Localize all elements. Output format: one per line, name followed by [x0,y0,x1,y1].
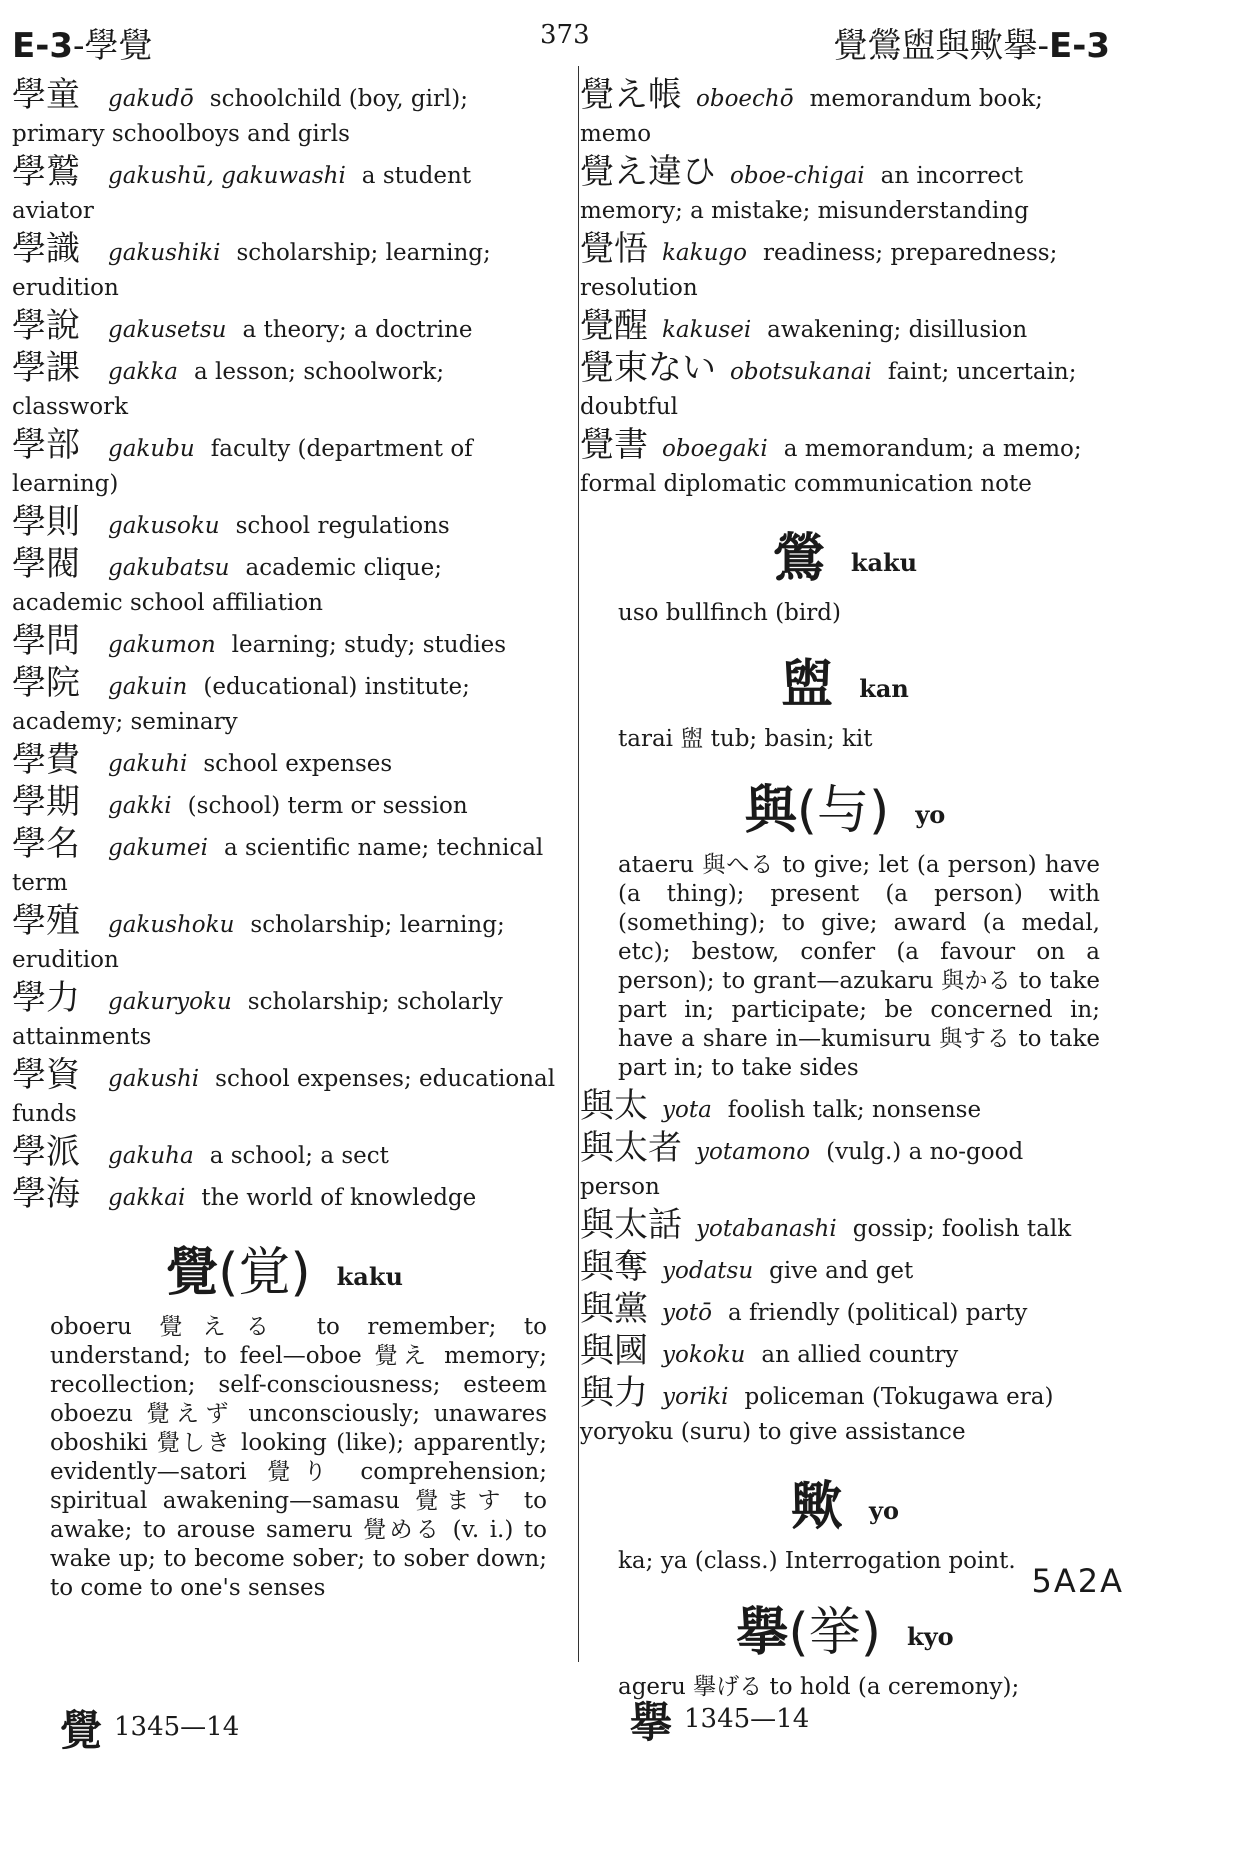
entry-romaji: yodatsu [662,1258,754,1284]
entry-translation: a theory; a doctrine [242,317,473,343]
dictionary-entry [580,152,1110,229]
entry-kanji: 學名 [12,824,80,864]
kaku-heading-reading: kaku [336,1261,403,1291]
entry-kanji: 學力 [12,978,80,1018]
entry-kanji: 覺書 [580,425,648,465]
dictionary-entry [580,1331,1110,1373]
entry-kanji: 學資 [12,1055,80,1095]
entry-translation: give and get [769,1258,914,1284]
entry-translation: learning; study; studies [231,632,507,658]
yo2-heading-reading: yo [869,1495,899,1525]
dictionary-entry [12,229,557,306]
header-right-code: E-3 [1049,26,1110,66]
entry-romaji: yoriki [662,1384,729,1410]
entry-romaji: gakuin [108,674,188,700]
footer-right-kanji: 擧 [630,1698,673,1747]
dictionary-entry [580,1289,1110,1331]
entry-romaji: yotamono [696,1139,811,1165]
dictionary-entry [12,782,557,824]
kaku-heading-alt: (覚) [218,1243,311,1303]
entry-romaji: yokoku [662,1342,746,1368]
dictionary-entry [12,75,557,152]
entry-translation: school expenses; educational funds [12,1066,556,1127]
entry-kanji: 與奪 [580,1247,648,1287]
entry-kanji: 覺束ない [580,348,716,388]
dictionary-entry [12,740,557,782]
header-left-code: E-3 [12,26,73,66]
entry-kanji: 與力 [580,1373,648,1413]
kyo-heading-alt: (挙) [788,1603,881,1663]
entry-kanji: 與國 [580,1331,648,1371]
entry-translation: faculty (department of learning) [12,436,473,497]
yo-heading-reading: yo [915,799,946,829]
entry-translation: a student aviator [12,163,472,224]
entry-romaji: gakuryoku [108,989,232,1015]
tarai-heading [580,642,1110,717]
yo-heading [580,768,1110,843]
dictionary-entry [12,1132,557,1174]
entry-romaji: oboechō [696,86,794,112]
entry-translation: a friendly (political) party [727,1300,1028,1326]
entry-kanji: 學識 [12,229,80,269]
entry-romaji: gakusoku [108,513,220,539]
dictionary-entry [580,1373,1110,1450]
entry-romaji: yotō [662,1300,712,1326]
dictionary-entry [580,1128,1110,1205]
entry-translation: an allied country [761,1342,959,1368]
yo2-heading [580,1464,1110,1539]
entry-kanji: 學鷲 [12,152,80,192]
entry-romaji: gakki [108,793,172,819]
kaku-paragraph: oboeru 覺える to remember; to understand; to feel—oboe 覺え memory; recollection; self-consciousness; esteem oboezu 覺えず unconsciously; unawares oboshiki 覺しき looking (like); apparently; evidently—satori 覺り comprehension; spiritual awakening—samasu 覺ます to awake; to arouse sameru 覺める (v. i.) to wake up; to become sober; to sober down; to come to one's senses [50,1314,547,1601]
entry-translation: readiness; preparedness; resolution [580,240,1058,301]
dictionary-entry [12,348,557,425]
entry-kanji: 學期 [12,782,80,822]
entry-kanji: 覺悟 [580,229,648,269]
dictionary-entry [12,502,557,544]
dictionary-entry [12,663,557,740]
entry-romaji: yota [662,1097,712,1123]
entry-kanji: 覺え違ひ [580,152,716,192]
entry-translation: policeman (Tokugawa era) yoryoku (suru) to give assistance [580,1384,1054,1445]
entry-romaji: gakusetsu [108,317,227,343]
uso-paragraph: uso bullfinch (bird) [618,600,841,626]
entry-romaji: gakubatsu [108,555,230,581]
entry-kanji: 學費 [12,740,80,780]
dictionary-entry [12,1055,557,1132]
entry-translation: academic clique; academic school affiliation [12,555,442,616]
entry-kanji: 學則 [12,502,80,542]
dictionary-entry [580,306,1110,348]
entry-romaji: gakudō [108,86,194,112]
entry-kanji: 學課 [12,348,80,388]
yo-heading-kanji: 與 [744,781,797,841]
entry-kanji: 與黨 [580,1289,648,1329]
entry-translation: (vulg.) a no-good person [580,1139,1024,1200]
dictionary-entry [12,824,557,901]
dictionary-entry [12,152,557,229]
entry-romaji: oboegaki [662,436,768,462]
entry-kanji: 與太話 [580,1205,682,1245]
yo-paragraph: ataeru 與へる to give; let (a person) have (a thing); present (a person) with (something); to give; award (a medal, etc); bestow, confer (a favour on a person); to grant—azukaru 與かる to take part in; participate; be concerned in; have a share in—kumisuru 與する to take part in; to take sides [618,852,1100,1081]
entry-kanji: 學海 [12,1174,80,1214]
kyo-heading-kanji: 擧 [736,1603,789,1663]
dictionary-entry [12,901,557,978]
entry-translation: school expenses [203,751,393,777]
entry-romaji: gakushi [108,1066,200,1092]
entry-translation: awakening; disillusion [767,317,1028,343]
footer-left [60,1698,239,1758]
entry-translation: scholarship; learning; erudition [12,912,505,973]
footer-left-code: 1345—14 [114,1712,240,1742]
dictionary-entry [12,544,557,621]
right-column [580,75,1110,1708]
kyo-heading [580,1590,1110,1665]
entry-translation: the world of knowledge [201,1185,477,1211]
entry-romaji: gakumei [108,835,208,861]
entry-romaji: gakuha [108,1143,194,1169]
entry-translation: school regulations [235,513,450,539]
handwritten-note: 5A2A [1031,1562,1124,1600]
dictionary-entry [580,1086,1110,1128]
entry-kanji: 學殖 [12,901,80,941]
right-entry-list [580,75,1110,502]
uso-heading-reading: kaku [850,547,918,577]
tarai-paragraph: tarai 盥 tub; basin; kit [618,726,873,752]
entry-translation: memorandum book; memo [580,86,1043,147]
entry-romaji: obotsukanai [730,359,872,385]
entry-translation: foolish talk; nonsense [727,1097,982,1123]
entry-translation: scholarship; learning; erudition [12,240,491,301]
uso-heading [580,516,1110,591]
entry-kanji: 覺え帳 [580,75,682,115]
entry-translation: a scientific name; technical term [12,835,544,896]
header-left [12,18,153,67]
entry-translation: an incorrect memory; a mistake; misunderstanding [580,163,1029,224]
uso-heading-kanji: 鶯 [772,529,825,589]
entry-translation: (school) term or session [187,793,468,819]
footer-left-kanji: 覺 [60,1706,103,1755]
entry-kanji: 學院 [12,663,80,703]
tarai-heading-reading: kan [859,673,909,703]
entry-romaji: gakushiki [108,240,221,266]
kyo-heading-reading: kyo [907,1621,954,1651]
dictionary-entry [580,75,1110,152]
entry-kanji: 學問 [12,621,80,661]
kyo-paragraph: ageru 擧げる to hold (a ceremony); [618,1674,1020,1700]
entry-romaji: gakkai [108,1185,186,1211]
entry-kanji: 學部 [12,425,80,465]
entry-romaji: gakumon [108,632,216,658]
entry-translation: gossip; foolish talk [852,1216,1072,1242]
header-right [834,18,1111,67]
entry-romaji: gakka [108,359,179,385]
left-entry-list [12,75,557,1216]
entry-kanji: 學童 [12,75,80,115]
kaku-heading-kanji: 覺 [166,1243,219,1303]
entry-romaji: kakusei [662,317,752,343]
entry-kanji: 覺醒 [580,306,648,346]
yo-entry-list [580,1086,1110,1450]
footer-right-code: 1345—14 [684,1704,810,1734]
footer-right [630,1690,809,1750]
yo-heading-alt: (与) [796,781,890,841]
dictionary-entry [580,348,1110,425]
entry-kanji: 與太 [580,1086,648,1126]
dictionary-entry [580,1247,1110,1289]
dictionary-entry [12,425,557,502]
kaku-heading [12,1230,557,1305]
entry-romaji: kakugo [662,240,747,266]
entry-translation: faint; uncertain; doubtful [580,359,1077,420]
entry-translation: a memorandum; a memo; formal diplomatic communication note [580,436,1082,497]
header-right-kanji: 覺鶯盥與歟擧- [833,26,1049,66]
left-column [12,75,557,1609]
header-left-kanji: -學覺 [73,26,153,66]
page-number: 373 [540,20,590,50]
column-divider [578,66,579,1662]
dictionary-entry [12,621,557,663]
entry-romaji: yotabanashi [696,1216,837,1242]
yo2-paragraph: ka; ya (class.) Interrogation point. [618,1548,1016,1574]
entry-translation: scholarship; scholarly attainments [12,989,503,1050]
entry-kanji: 學閥 [12,544,80,584]
dictionary-entry [580,425,1110,502]
dictionary-entry [12,1174,557,1216]
entry-translation: schoolchild (boy, girl); primary schoolboys and girls [12,86,469,147]
dictionary-entry [580,229,1110,306]
entry-romaji: gakushū, gakuwashi [108,163,346,189]
yo2-heading-kanji: 歟 [791,1477,844,1537]
entry-kanji: 學說 [12,306,80,346]
entry-romaji: oboe-chigai [730,163,865,189]
entry-translation: (educational) institute; academy; seminary [12,674,470,735]
entry-romaji: gakushoku [108,912,235,938]
entry-translation: a school; a sect [209,1143,389,1169]
entry-translation: a lesson; schoolwork; classwork [12,359,445,420]
entry-kanji: 與太者 [580,1128,682,1168]
tarai-heading-kanji: 盥 [781,655,834,715]
dictionary-entry [12,306,557,348]
entry-romaji: gakuhi [108,751,188,777]
entry-kanji: 學派 [12,1132,80,1172]
entry-romaji: gakubu [108,436,195,462]
dictionary-entry [580,1205,1110,1247]
dictionary-entry [12,978,557,1055]
